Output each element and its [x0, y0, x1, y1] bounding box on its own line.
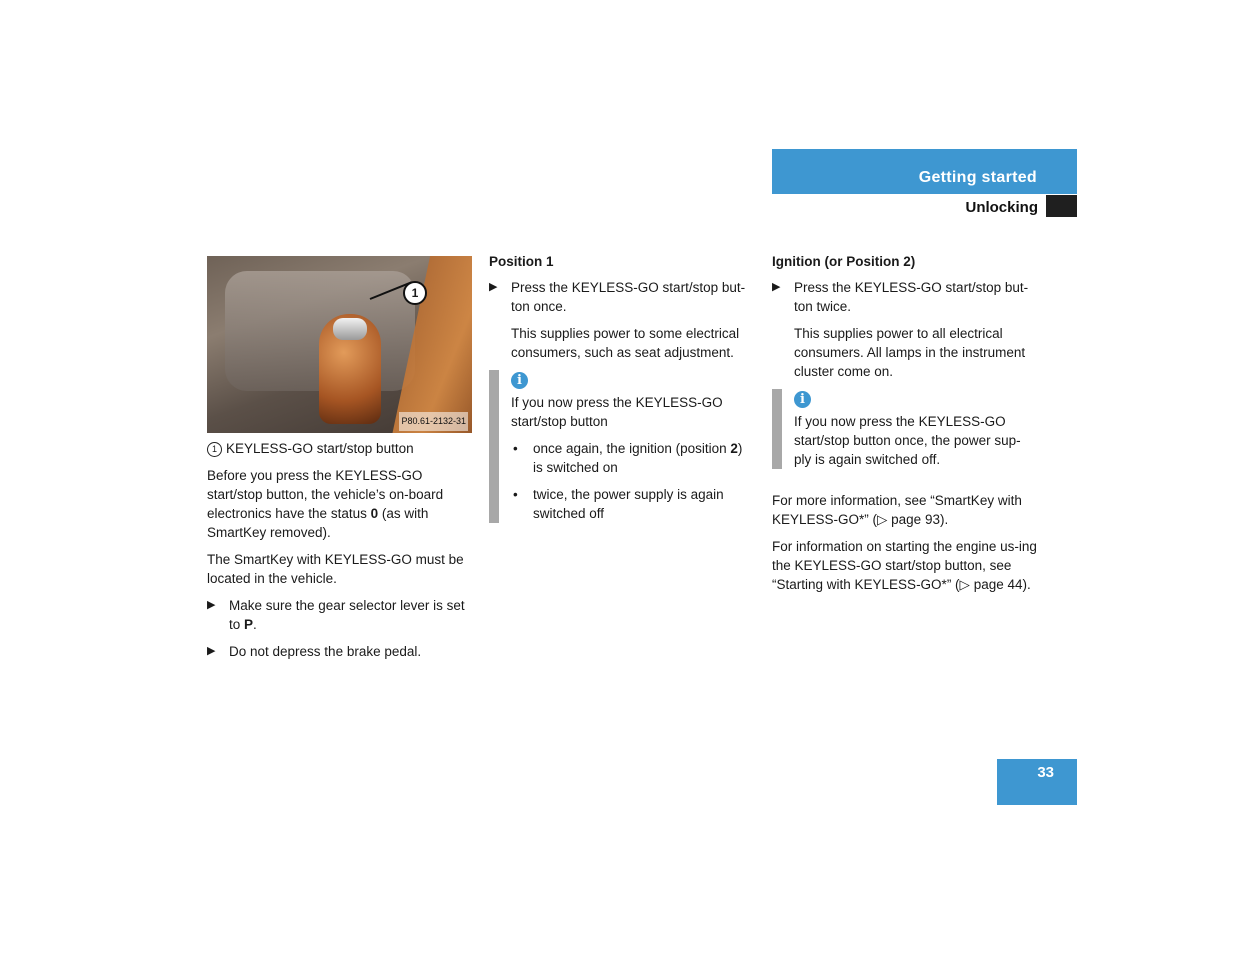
- step-press-twice: ▶ Press the KEYLESS-GO start/stop but-ton twice.: [772, 280, 1029, 314]
- more-info-paragraph: For more information, see “SmartKey with KEYLESS-GO*” (▷ page 93).: [772, 493, 1022, 527]
- image-code: P80.61-2132-31: [399, 412, 468, 431]
- info-box: [489, 370, 754, 523]
- callout-number: 1: [403, 281, 427, 305]
- smartkey-paragraph: The SmartKey with KEYLESS-GO must be located in the vehicle.: [207, 552, 464, 586]
- step-arrow-icon: ▶: [207, 645, 216, 657]
- position-1-result: This supplies power to some electrical consumers, such as seat adjustment.: [511, 326, 740, 360]
- section-title: Getting started: [918, 169, 1037, 186]
- section-header-bar: [772, 149, 1077, 194]
- step-arrow-icon: ▶: [772, 281, 781, 293]
- info-bullet: • twice, the power supply is again switched off: [513, 487, 724, 521]
- subsection-marker: [1046, 195, 1077, 217]
- info-bullet: • once again, the ignition (position 2) is switched on: [513, 441, 743, 475]
- page-number: 33: [1037, 764, 1054, 781]
- info-box: [772, 389, 1037, 469]
- column-2: [489, 252, 754, 533]
- ignition-result: This supplies power to all electrical consumers. All lamps in the instrument cluster come on.: [794, 326, 1026, 379]
- page-number-box: [997, 759, 1077, 805]
- position-1-heading: Position 1: [489, 254, 554, 269]
- info-icon: i: [511, 372, 528, 389]
- info-bar: [772, 389, 782, 469]
- info-text: If you now press the KEYLESS-GO start/stop button once, the power sup-ply is again switched off.: [794, 414, 1021, 467]
- engine-start-paragraph: For information on starting the engine us-ing the KEYLESS-GO start/stop button, see “Starting with KEYLESS-GO*” (▷ page 44).: [772, 539, 1037, 592]
- step-brake-pedal: ▶ Do not depress the brake pedal.: [207, 644, 422, 659]
- status-paragraph: Before you press the KEYLESS-GO start/stop button, the vehicle’s on-board electronics have the status 0 (as with SmartKey removed).: [207, 468, 444, 540]
- ignition-heading: Ignition (or Position 2): [772, 254, 916, 269]
- column-3: [772, 252, 1037, 602]
- step-arrow-icon: ▶: [207, 599, 216, 611]
- info-icon: i: [794, 391, 811, 408]
- step-arrow-icon: ▶: [489, 281, 498, 293]
- keyless-go-button-graphic: [333, 318, 367, 340]
- step-gear-selector: ▶ Make sure the gear selector lever is set to P.: [207, 598, 465, 632]
- step-press-once: ▶ Press the KEYLESS-GO start/stop but-ton once.: [489, 280, 746, 314]
- info-intro: If you now press the KEYLESS-GO start/stop button: [511, 395, 723, 429]
- caption-number: 1: [207, 442, 222, 457]
- info-bar: [489, 370, 499, 523]
- gear-selector-photo: [207, 256, 472, 433]
- subsection-title: Unlocking: [965, 199, 1038, 216]
- caption-text: KEYLESS-GO start/stop button: [226, 441, 414, 456]
- figure-caption: [207, 439, 472, 458]
- column-1: [207, 256, 472, 669]
